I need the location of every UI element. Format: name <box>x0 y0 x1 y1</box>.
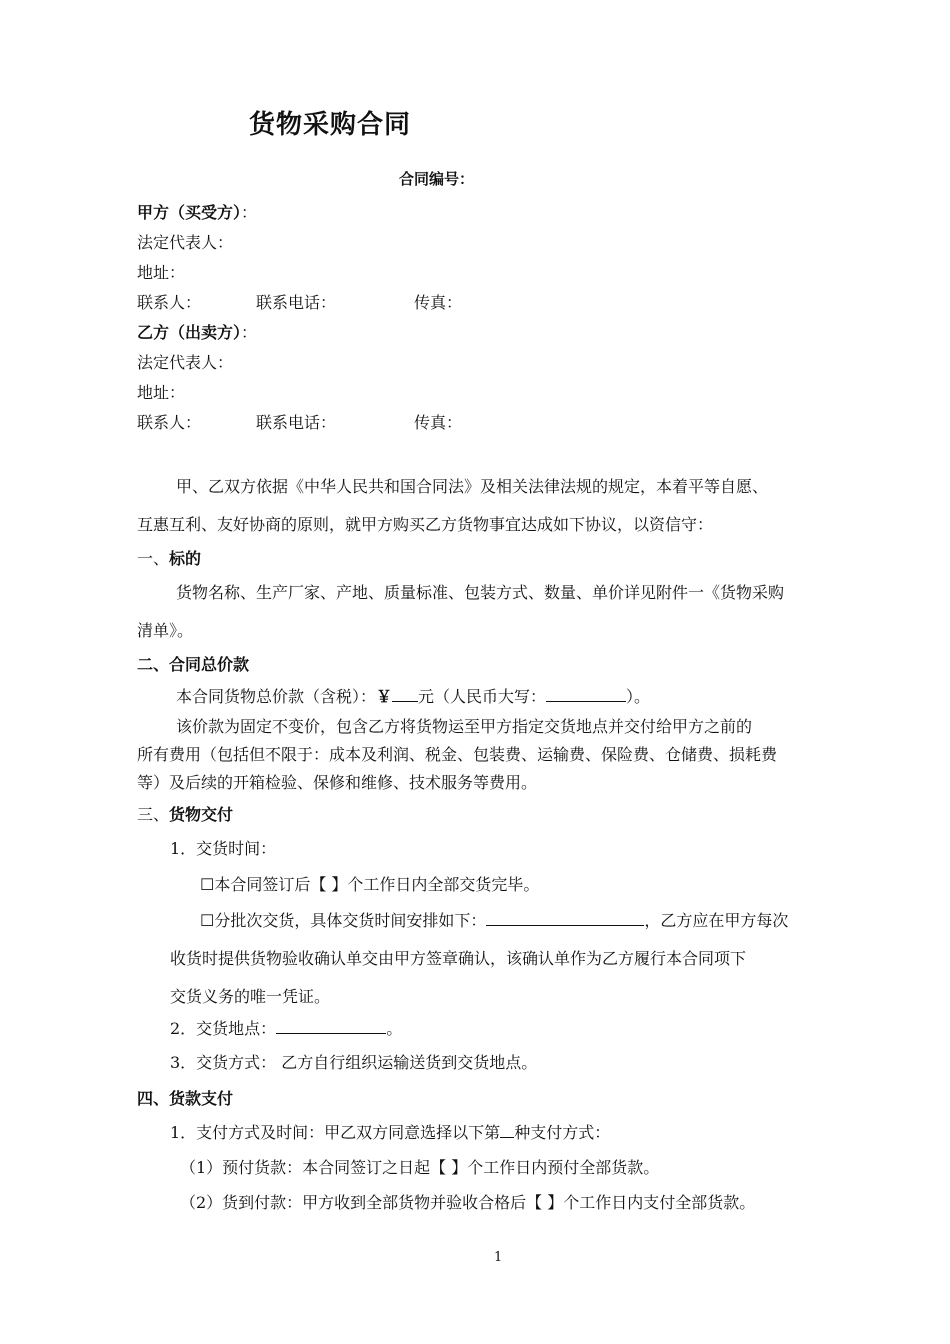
section-1-heading: 一、标的 <box>137 549 202 568</box>
intro-line-2: 互惠互利、友好协商的原则，就甲方购买乙方货物事宜达成如下协议，以资信守： <box>137 515 714 534</box>
section-1-line-2: 清单》。 <box>137 621 194 640</box>
intro-line-1: 甲、乙双方依据《中华人民共和国合同法》及相关法律法规的规定，本着平等自愿、 <box>176 477 769 496</box>
party-a-fax: 传真： <box>414 293 463 312</box>
section-3-heading: 三、货物交付 <box>137 805 234 824</box>
section-2-para-line-3: 等）及后续的开箱检验、保修和维修、技术服务等费用。 <box>137 773 538 792</box>
payment-option-1: （1）预付货款：本合同签订之日起【 】个工作日内预付全部货款。 <box>180 1158 660 1177</box>
delivery-option-2-line-3: 交货义务的唯一凭证。 <box>170 987 331 1006</box>
party-a-address: 地址： <box>137 263 186 282</box>
party-b-heading: 乙方（出卖方）： <box>137 323 258 342</box>
delivery-method: 3．交货方式： 乙方自行组织运输送货到交货地点。 <box>170 1053 538 1072</box>
section-2-para-line-2: 所有费用（包括但不限于：成本及利润、税金、包装费、运输费、保险费、仓储费、损耗费 <box>137 745 778 764</box>
payment-choice-blank <box>500 1122 514 1138</box>
delivery-place-blank <box>276 1018 386 1034</box>
party-a-phone: 联系电话： <box>256 293 337 312</box>
section-2-heading: 二、合同总价款 <box>137 655 250 674</box>
price-blank <box>392 686 418 702</box>
party-b-phone: 联系电话： <box>256 413 337 432</box>
delivery-time-label: 1．交货时间： <box>170 839 277 858</box>
section-2-para-line-1: 该价款为固定不变价，包含乙方将货物运至甲方指定交货地点并交付给甲方之前的 <box>176 717 753 736</box>
payment-method: 1．支付方式及时间：甲乙双方同意选择以下第 种支付方式： <box>170 1123 611 1142</box>
party-a-legal-rep: 法定代表人： <box>137 233 234 252</box>
delivery-option-2: ☐分批次交货，具体交货时间安排如下： ，乙方应在甲方每次 <box>200 911 789 930</box>
party-a-heading: 甲方（买受方）： <box>137 203 258 222</box>
page-number: 1 <box>494 1250 503 1265</box>
party-b-contact: 联系人： <box>137 413 202 432</box>
total-price-line: 本合同货物总价款（含税）：￥ 元（人民币大写： ）。 <box>176 687 651 706</box>
delivery-place: 2．交货地点： 。 <box>170 1019 403 1038</box>
payment-option-2: （2）货到付款：甲方收到全部货物并验收合格后【 】个工作日内支付全部货款。 <box>180 1193 756 1212</box>
contract-number-label: 合同编号： <box>399 170 475 188</box>
delivery-option-2-line-2: 收货时提供货物验收确认单交由甲方签章确认，该确认单作为乙方履行本合同项下 <box>170 949 747 968</box>
section-1-line-1: 货物名称、生产厂家、产地、质量标准、包装方式、数量、单价详见附件一《货物采购 <box>176 583 785 602</box>
price-words-blank <box>546 686 626 702</box>
party-b-fax: 传真： <box>414 413 463 432</box>
document-title: 货物采购合同 <box>249 110 412 140</box>
party-a-contact: 联系人： <box>137 293 202 312</box>
section-4-heading: 四、货款支付 <box>137 1089 234 1108</box>
party-b-legal-rep: 法定代表人： <box>137 353 234 372</box>
schedule-blank <box>486 910 644 926</box>
party-b-address: 地址： <box>137 383 186 402</box>
delivery-option-1: ☐本合同签订后【 】个工作日内全部交货完毕。 <box>200 875 540 894</box>
